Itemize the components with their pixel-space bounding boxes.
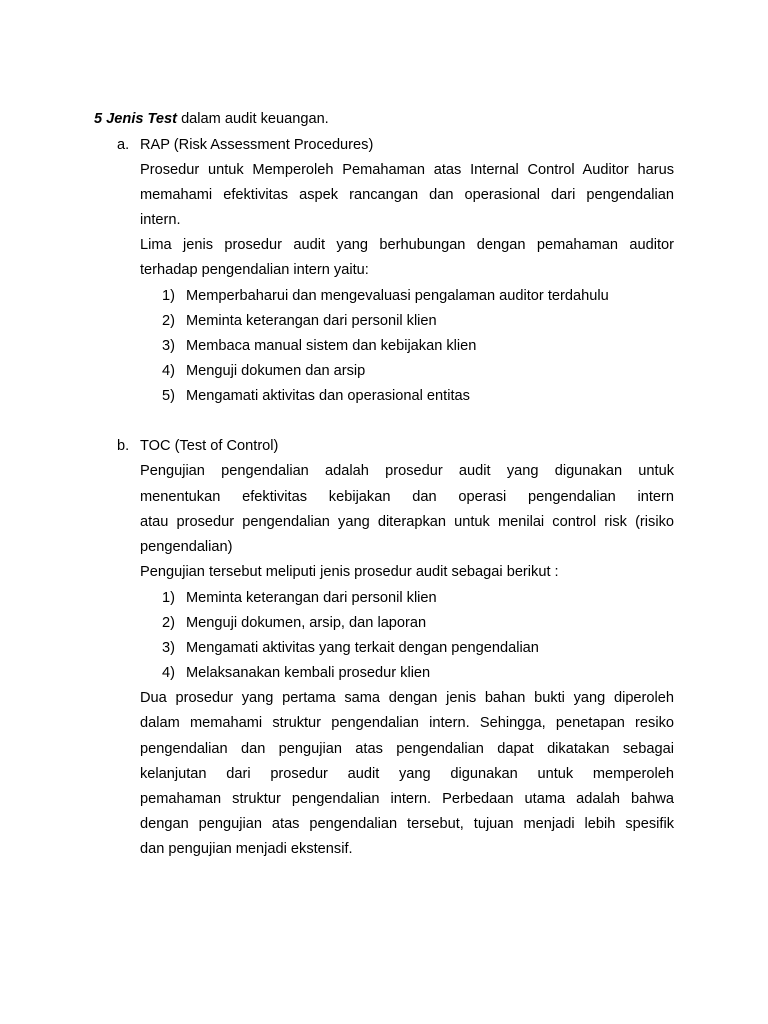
section-b-para1-line: pengendalian) — [140, 539, 233, 555]
section-a-marker: a. — [117, 137, 130, 153]
list-item-number: 3) — [162, 640, 175, 656]
section-b-para3-line: dalam memahami struktur pengendalian intern. Sehingga, penetapan resiko — [140, 715, 674, 731]
section-b-para2-line: Pengujian tersebut meliputi jenis prosedur audit sebagai berikut : — [140, 564, 559, 580]
document-heading — [94, 110, 329, 128]
section-b-marker: b. — [117, 438, 130, 454]
list-item: Meminta keterangan dari personil klien — [186, 590, 437, 606]
list-item-number: 3) — [162, 338, 175, 354]
heading-bold: 5 Jenis Test — [94, 111, 178, 127]
list-item-number: 1) — [162, 288, 175, 304]
list-item-number: 1) — [162, 590, 175, 606]
section-b-para3-line: pengendalian dan pengujian atas pengendalian dapat dikatakan sebagai — [140, 741, 674, 757]
section-b-para1-line: atau prosedur pengendalian yang diterapkan untuk menilai control risk (risiko — [140, 514, 674, 530]
list-item-number: 4) — [162, 665, 175, 681]
list-item: Meminta keterangan dari personil klien — [186, 313, 437, 329]
section-b-para1-line: Pengujian pengendalian adalah prosedur audit yang digunakan untuk — [140, 463, 674, 479]
section-a-para2-line: Lima jenis prosedur audit yang berhubungan dengan pemahaman auditor — [140, 237, 674, 253]
list-item: Membaca manual sistem dan kebijakan klien — [186, 338, 477, 354]
section-a-title: RAP (Risk Assessment Procedures) — [140, 137, 374, 153]
list-item-number: 2) — [162, 615, 175, 631]
section-b-para1-line: menentukan efektivitas kebijakan dan operasi pengendalian intern — [140, 489, 674, 505]
heading-rest: dalam audit keuangan. — [177, 111, 329, 127]
section-a-para1-line: Prosedur untuk Memperoleh Pemahaman atas Internal Control Auditor harus — [140, 162, 674, 178]
list-item: Menguji dokumen, arsip, dan laporan — [186, 615, 427, 631]
section-b-para3-line: Dua prosedur yang pertama sama dengan jenis bahan bukti yang diperoleh — [140, 690, 674, 706]
section-b-para3-line: pemahaman struktur pengendalian intern. Perbedaan utama adalah bahwa — [140, 791, 674, 807]
section-b-title: TOC (Test of Control) — [140, 438, 279, 454]
list-item: Memperbaharui dan mengevaluasi pengalaman auditor terdahulu — [186, 288, 609, 304]
list-item: Melaksanakan kembali prosedur klien — [186, 665, 431, 681]
list-item: Menguji dokumen dan arsip — [186, 363, 366, 379]
list-item-number: 5) — [162, 388, 175, 404]
list-item-number: 4) — [162, 363, 175, 379]
list-item: Mengamati aktivitas dan operasional entitas — [186, 388, 470, 404]
section-a-para2-line: terhadap pengendalian intern yaitu: — [140, 262, 369, 278]
section-b-para3-line: dengan pengujian atas pengendalian tersebut, tujuan menjadi lebih spesifik — [140, 816, 674, 832]
section-a-para1-line: memahami efektivitas aspek rancangan dan operasional dari pengendalian — [140, 187, 674, 203]
section-b-para3-line: dan pengujian menjadi ekstensif. — [140, 841, 353, 857]
section-b-para3-line: kelanjutan dari prosedur audit yang digunakan untuk memperoleh — [140, 766, 674, 782]
list-item-number: 2) — [162, 313, 175, 329]
list-item: Mengamati aktivitas yang terkait dengan pengendalian — [186, 640, 539, 656]
section-a-para1-line: intern. — [140, 212, 181, 228]
